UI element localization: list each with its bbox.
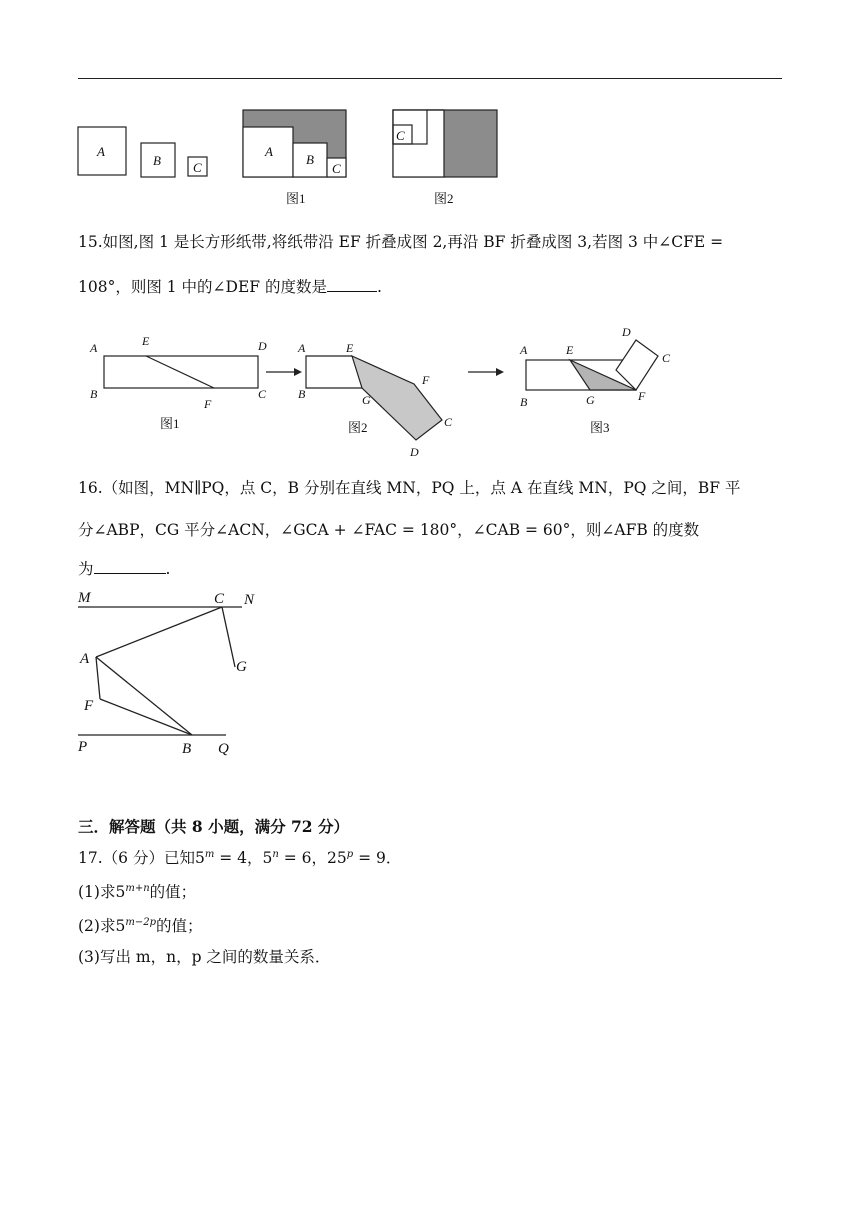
svg-text:A: A [90, 341, 98, 355]
square-b-label: B [153, 153, 161, 168]
svg-text:G: G [236, 659, 247, 675]
svg-text:E: E [142, 334, 150, 348]
svg-text:图3: 图3 [590, 420, 610, 435]
svg-text:F: F [204, 397, 212, 411]
q15-line1: 15.如图,图 1 是长方形纸带,将纸带沿 EF 折叠成图 2,再沿 BF 折叠成图 3,若图 3 中∠CFE = [78, 233, 724, 251]
svg-text:B: B [90, 387, 98, 401]
svg-text:G: G [362, 393, 371, 407]
square-c-label: C [193, 160, 202, 175]
parallel-lines-figure [70, 585, 290, 765]
folding-figure [80, 322, 700, 462]
q17-stem: 17.（6 分）已知$5^m = 4$，$5^n = 6$，$25^p = 9$． [78, 849, 402, 868]
svg-text:F: F [422, 373, 430, 387]
square-a-label: A [97, 144, 105, 159]
svg-text:F: F [84, 698, 94, 714]
q16-answer-blank[interactable] [94, 559, 166, 574]
q17-part2: (2)求$5^{m-2p}$的值； [78, 917, 203, 936]
svg-text:C: C [332, 161, 341, 176]
svg-text:F: F [638, 389, 646, 403]
svg-text:A: A [80, 651, 90, 667]
svg-text:图2: 图2 [348, 420, 368, 435]
section-3-title: 三．解答题（共 8 小题，满分 72 分） [78, 817, 349, 836]
squares-figure [70, 100, 510, 210]
fig1-caption: 图1 [286, 191, 306, 206]
q16-line3: 为 . [78, 560, 171, 578]
svg-text:C: C [444, 415, 453, 429]
svg-text:图1: 图1 [160, 416, 180, 431]
svg-text:A: A [265, 144, 273, 159]
svg-text:D: D [410, 445, 419, 459]
svg-text:C: C [662, 351, 671, 365]
svg-text:B: B [520, 395, 528, 409]
svg-text:M: M [78, 590, 91, 606]
svg-text:C: C [396, 128, 405, 143]
svg-text:Q: Q [218, 741, 229, 757]
svg-text:C: C [258, 387, 267, 401]
svg-text:B: B [298, 387, 306, 401]
q17-part1: (1)求$5^{m+n}$的值； [78, 883, 197, 902]
q16-line1: 16.（如图，MN∥PQ，点 C，B 分别在直线 MN，PQ 上，点 A 在直线 MN，PQ 之间，BF 平 [78, 479, 741, 497]
svg-text:N: N [244, 592, 255, 608]
svg-text:P: P [78, 739, 88, 755]
q15-answer-blank[interactable] [327, 277, 377, 292]
svg-text:C: C [214, 591, 225, 607]
svg-text:G: G [586, 393, 595, 407]
header-rule [78, 78, 782, 79]
svg-text:A: A [520, 343, 528, 357]
svg-text:D: D [622, 325, 631, 339]
svg-text:A: A [298, 341, 306, 355]
q16-line2: 分∠ABP，CG 平分∠ACN，∠GCA + ∠FAC = 180°，∠CAB = 60°，则∠AFB 的度数 [78, 521, 700, 539]
svg-text:B: B [306, 152, 314, 167]
svg-text:B: B [182, 741, 192, 757]
q15-line2: 108°，则图 1 中的∠DEF 的度数是 . [78, 278, 382, 296]
q17-part3: (3)写出 m，n，p 之间的数量关系． [78, 948, 331, 966]
svg-text:E: E [346, 341, 354, 355]
svg-text:E: E [566, 343, 574, 357]
svg-text:D: D [258, 339, 267, 353]
fig2-caption: 图2 [434, 191, 454, 206]
